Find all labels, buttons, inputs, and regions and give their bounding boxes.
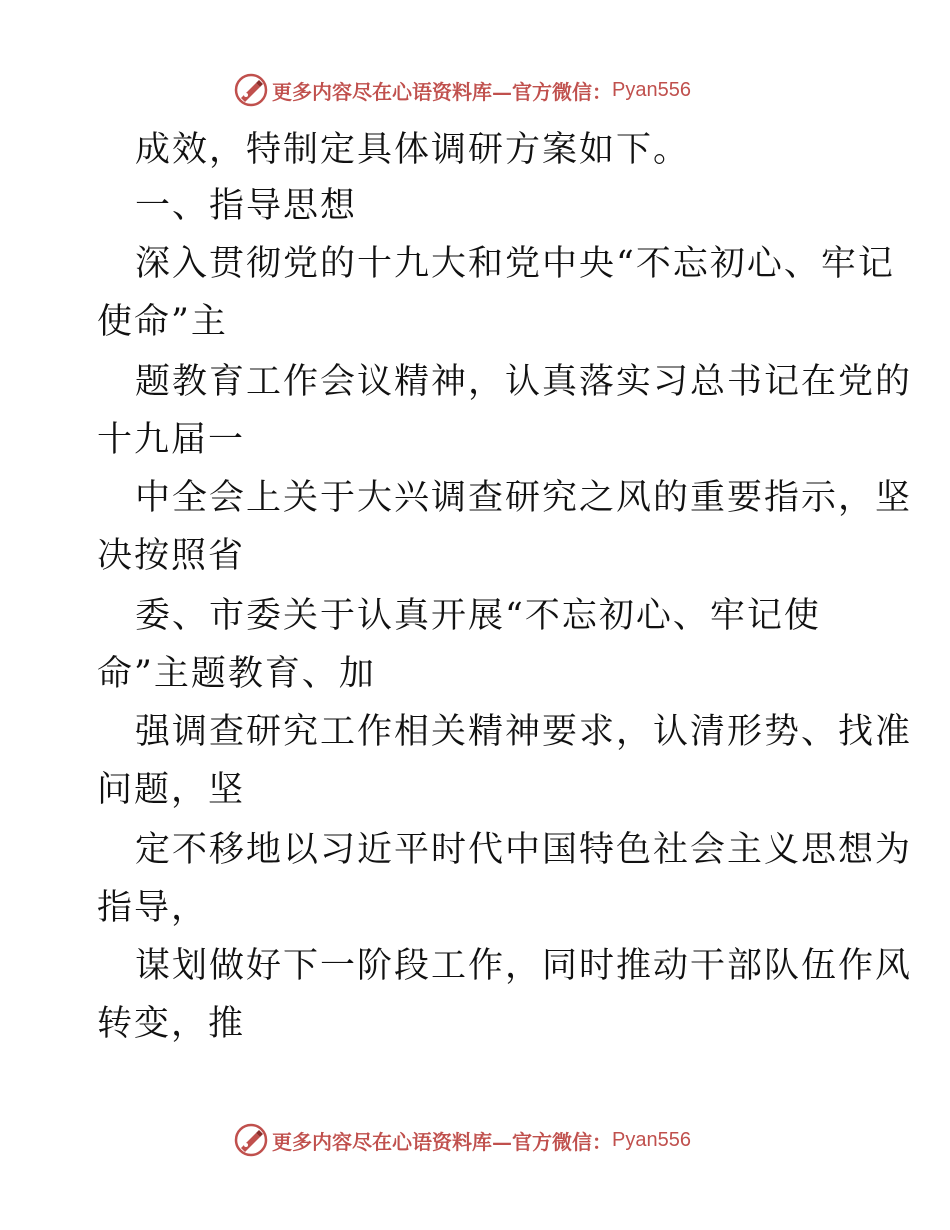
pen-logo-icon xyxy=(234,73,268,107)
pen-logo-icon xyxy=(234,1123,268,1157)
body-line: 题教育工作会议精神，认真落实习总书记在党的 xyxy=(135,362,913,402)
body-line: 转变，推 xyxy=(97,1004,246,1044)
section-heading: 一、指导思想 xyxy=(135,186,358,226)
body-line: 成效，特制定具体调研方案如下。 xyxy=(135,130,691,170)
header-banner-id: Pyan556 xyxy=(612,78,691,101)
body-line: 指导， xyxy=(97,888,209,928)
body-line: 谋划做好下一阶段工作，同时推动干部队伍作风 xyxy=(135,946,913,986)
body-line: 深入贯彻党的十九大和党中央“不忘初心、牢记 xyxy=(135,244,895,284)
footer-banner-id: Pyan556 xyxy=(612,1128,691,1151)
body-line: 定不移地以习近平时代中国特色社会主义思想为 xyxy=(135,830,913,870)
body-line: 强调查研究工作相关精神要求，认清形势、找准 xyxy=(135,712,913,752)
body-line: 十九届一 xyxy=(97,420,246,460)
body-line: 决按照省 xyxy=(97,536,246,576)
body-line: 使命”主 xyxy=(97,302,228,342)
header-banner-text: 更多内容尽在心语资料库—官方微信： xyxy=(272,79,612,104)
body-line: 委、市委关于认真开展“不忘初心、牢记使 xyxy=(135,596,821,636)
header-watermark-banner xyxy=(234,72,691,108)
footer-watermark-banner xyxy=(234,1122,691,1158)
footer-banner-text: 更多内容尽在心语资料库—官方微信： xyxy=(272,1129,612,1154)
body-line: 中全会上关于大兴调查研究之风的重要指示，坚 xyxy=(135,478,913,518)
body-line: 问题，坚 xyxy=(97,770,246,810)
body-line: 命”主题教育、加 xyxy=(97,654,376,694)
